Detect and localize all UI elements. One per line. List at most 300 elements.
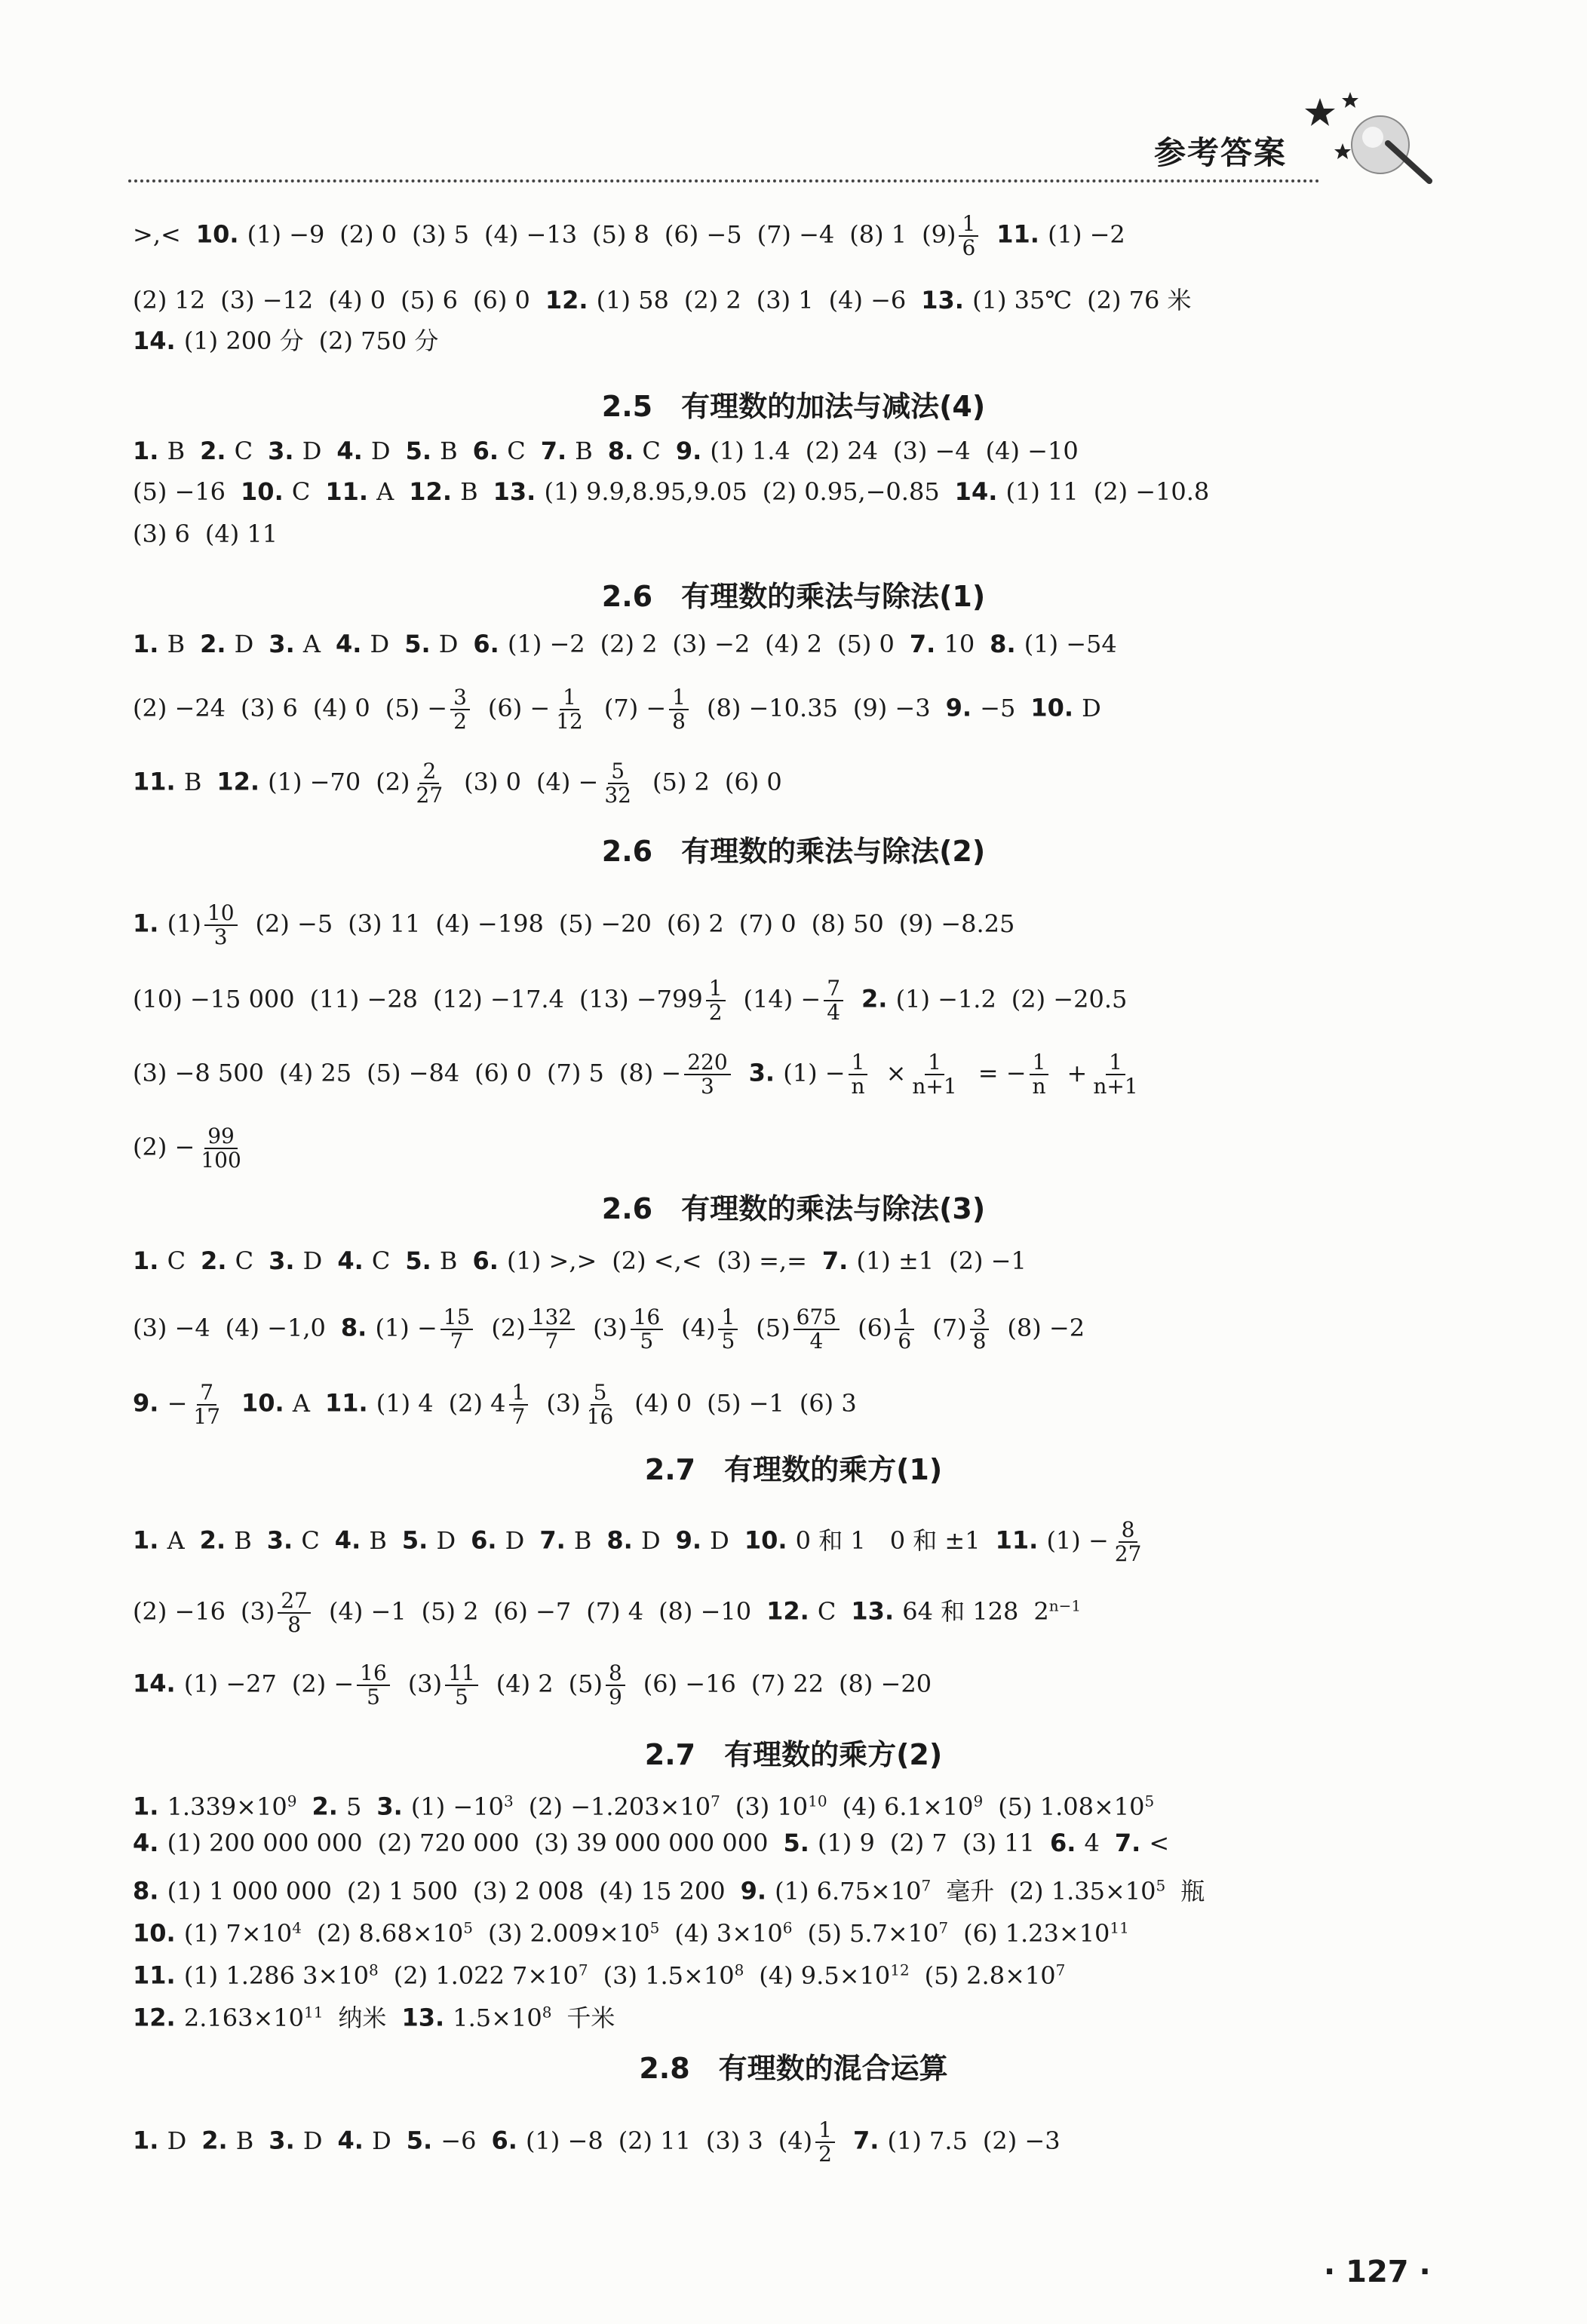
answer-item: (1) 1.286 $3\times 10^8$ [183, 1961, 379, 1990]
answer-item: (3) 3 [705, 2126, 763, 2155]
answer-item: (3) 1 [756, 286, 814, 314]
answer-item: (5) $2.8\times 10^7$ [924, 1961, 1066, 1990]
answer-item: B [167, 437, 186, 465]
answer-line [133, 902, 1436, 949]
answer-item: (6) 0 [472, 286, 530, 314]
answer-item: (4) 15 200 [599, 1876, 726, 1905]
answer-item: 千米 [566, 2003, 615, 2032]
answer-item: (6) −7 [493, 1596, 572, 1626]
answer-item: (4) −13 [484, 219, 578, 249]
answer-item: (7) $\frac{3}{8}$ [932, 1314, 992, 1342]
answer-item: (2) − $\frac{16}{5}$ [292, 1669, 393, 1698]
answer-item: (5) 2 [421, 1596, 479, 1626]
exponent: 5 [463, 1918, 473, 1936]
question-number: 11. [995, 1525, 1047, 1555]
answer-item: (1) −27 [183, 1669, 277, 1698]
answer-line [133, 1955, 1436, 1991]
question-number: 11. [133, 767, 184, 796]
fraction: $\frac{1}{n}$ [849, 1051, 868, 1098]
fraction: $\frac{1}{7}$ [509, 1381, 529, 1428]
answer-item: × $\frac{1}{n+1}$ [886, 1059, 963, 1087]
fraction: $\frac{1}{n+1}$ [1093, 1050, 1138, 1099]
answer-item: C [235, 1246, 254, 1275]
question-number: 6. [1049, 1829, 1085, 1857]
answer-item: (5) $5.7\times 10^7$ [807, 1918, 949, 1948]
answer-item: (3) 11 [348, 909, 421, 938]
answer-item: $2.163\times 10^{11}$ [183, 2003, 324, 2032]
question-number: 10. [133, 1918, 184, 1948]
answer-item: (1) −2 [1048, 219, 1125, 249]
answer-line [133, 1912, 1436, 1948]
section-heading: 2.6 有理数的乘法与除法(2) [601, 835, 986, 868]
answer-item: $(2) -1.203\times 10^7$ [528, 1792, 720, 1821]
question-number: 5. [404, 630, 439, 658]
answer-item: A [376, 477, 394, 506]
exponent: 8 [369, 1961, 379, 1979]
exponent: 6 [782, 1918, 793, 1936]
question-number: 6. [491, 2126, 526, 2155]
question-number: 13. [401, 2003, 453, 2032]
answer-item: (2) 2 [683, 286, 741, 314]
answer-line [133, 326, 1436, 356]
question-number: 8. [340, 1313, 376, 1342]
question-number: 9. [133, 1388, 167, 1418]
answer-item: (2) $\frac{2}{27}$ [376, 768, 449, 796]
question-number: 10. [195, 219, 247, 249]
answer-item: (7) −4 [757, 219, 835, 249]
answer-item: 5 [346, 1792, 362, 1821]
question-number: 12. [545, 286, 597, 314]
answer-item: B [440, 437, 458, 465]
question-number: 1. [133, 437, 167, 465]
answer-item: (3) 2 008 [473, 1876, 585, 1905]
answer-item: (4) −10 [985, 437, 1079, 465]
answer-item: D [370, 630, 390, 658]
question-number: 6. [471, 1525, 505, 1555]
answer-item: (3) $\frac{11}{5}$ [408, 1669, 481, 1698]
answer-item: (3) $2.009\times 10^5$ [487, 1918, 660, 1948]
answer-item: (3) 11 [962, 1829, 1035, 1857]
answer-line [133, 519, 1436, 549]
answer-item: D [438, 630, 459, 658]
exponent: n−1 [1048, 1596, 1082, 1614]
answer-item: + $\frac{1}{n+1}$ [1067, 1059, 1144, 1087]
question-number: 12. [409, 477, 461, 506]
section-heading: 2.7 有理数的乘方(2) [644, 1738, 943, 1771]
question-number: 2. [312, 1792, 346, 1821]
answer-item: (4) 11 [204, 520, 278, 548]
answer-item: (5) − $\frac{3}{2}$ [385, 694, 473, 722]
answer-item: (3) $10^{10}$ [735, 1792, 827, 1821]
answer-item: C [291, 477, 311, 506]
fraction: $\frac{99}{100}$ [201, 1124, 241, 1173]
answer-item: D [302, 1246, 323, 1275]
answer-item: D [505, 1525, 525, 1555]
question-number: 10. [241, 477, 292, 506]
fraction: $\frac{1}{12}$ [556, 685, 583, 734]
answer-item: (5) 2 [652, 767, 710, 796]
fraction: $\frac{1}{2}$ [706, 977, 726, 1024]
fraction: $\frac{5}{16}$ [586, 1380, 614, 1429]
answer-item: 64 和 128 [902, 1596, 1019, 1626]
answer-item: (3) =,= [717, 1246, 807, 1275]
question-number: 7. [539, 1525, 574, 1555]
answer-item: B [235, 2126, 254, 2155]
answer-item: (8) −10 [658, 1596, 752, 1626]
answer-item: D [167, 2126, 187, 2155]
question-number: 1. [133, 2126, 167, 2155]
question-number: 9. [675, 437, 711, 465]
fraction: $\frac{8}{27}$ [1114, 1517, 1142, 1566]
answer-item: D [436, 1525, 456, 1555]
answer-item: (8) −10.35 [706, 693, 838, 722]
section-heading: 2.6 有理数的乘法与除法(3) [601, 1192, 986, 1225]
answer-item: C [507, 437, 526, 465]
answer-item: (3) 6 [241, 693, 298, 722]
answer-item: B [439, 1246, 458, 1275]
answer-item: 瓶 [1180, 1876, 1205, 1905]
answer-item: D [302, 437, 322, 465]
answer-item: (1) 1.4 [710, 437, 790, 465]
answer-item: (1) 9.9,8.95,9.05 [544, 477, 747, 506]
answer-item: (5) −1 [707, 1388, 784, 1418]
answer-line [133, 1997, 1436, 2033]
answer-item: − $\frac{7}{17}$ [167, 1389, 226, 1418]
answer-item: (2) 4 $\frac{1}{7}$ [449, 1389, 532, 1418]
header-divider [128, 179, 1320, 182]
question-number: 3. [268, 437, 302, 465]
answer-item: (7) 0 [738, 909, 797, 938]
exponent: 7 [921, 1876, 932, 1894]
answer-line [133, 1306, 1436, 1353]
fraction: $\frac{220}{3}$ [684, 1051, 730, 1098]
question-number: 4. [336, 437, 371, 465]
answer-item: (2) 76 米 [1087, 286, 1192, 314]
question-number: 3. [269, 2126, 303, 2155]
answer-item: (2) 1 500 [346, 1876, 459, 1905]
fraction: $\frac{7}{4}$ [824, 977, 843, 1024]
answer-item: (5) −16 [133, 477, 226, 506]
answer-item: (1) −2 [507, 630, 585, 658]
answer-item: B [183, 767, 202, 796]
answer-item: (1) −54 [1024, 630, 1117, 658]
answer-item: D [640, 1525, 661, 1555]
answer-item: (4) − $\frac{5}{32}$ [536, 768, 637, 796]
question-number: 3. [376, 1792, 411, 1821]
answer-item: (2) 0.95,−0.85 [762, 477, 940, 506]
answer-item: (6) $\frac{1}{6}$ [858, 1314, 917, 1342]
exponent: 11 [303, 2003, 324, 2021]
fraction: $\frac{5}{32}$ [604, 759, 631, 808]
answer-item: (1) >,> [507, 1246, 597, 1275]
exponent: 5 [1144, 1792, 1155, 1810]
answer-item: (4) −1,0 [225, 1313, 326, 1342]
answer-item: (1) 200 分 [183, 327, 304, 355]
answer-item: D [372, 2126, 391, 2155]
answer-item: (5) 0 [837, 630, 895, 658]
answer-item: (1) −9 [247, 219, 325, 249]
answer-item: A [292, 1388, 310, 1418]
question-number: 8. [990, 630, 1024, 658]
answer-item: B [167, 630, 186, 658]
answer-item: (6) 0 [724, 767, 782, 796]
answer-item: (3) −4 [892, 437, 971, 465]
answer-item: (2) −5 [255, 909, 333, 938]
fraction: $\frac{1}{8}$ [669, 686, 689, 733]
exponent: 4 [292, 1918, 302, 1936]
question-number: 2. [201, 1246, 235, 1275]
fraction: $\frac{7}{17}$ [193, 1380, 221, 1429]
answer-item: C [642, 437, 661, 465]
answer-item: (7) 22 [751, 1669, 824, 1698]
question-number: 1. [133, 1246, 167, 1275]
fraction: $\frac{1}{6}$ [959, 213, 978, 259]
answer-item: (2) −24 [133, 693, 226, 722]
answer-item: (2) 7 [889, 1829, 947, 1857]
answer-item: 毫升 [946, 1876, 995, 1905]
exponent: 5 [1156, 1876, 1166, 1894]
question-number: 9. [675, 1525, 711, 1555]
question-number: 6. [472, 437, 508, 465]
answer-line [133, 1662, 1436, 1709]
answer-item: (12) −17.4 [433, 984, 564, 1013]
fraction: $\frac{1}{2}$ [815, 2119, 835, 2166]
answer-item: (8) 50 [811, 909, 884, 938]
question-number: 4. [334, 1525, 370, 1555]
exponent: 7 [1055, 1961, 1066, 1979]
answer-item: (2) 12 [133, 286, 206, 314]
answer-item: (2) −10.8 [1093, 477, 1210, 506]
question-number: 4. [133, 1829, 167, 1857]
question-number: 11. [133, 1961, 184, 1990]
answer-line [133, 436, 1436, 466]
answer-item: (1) 35℃ [972, 286, 1073, 314]
question-number: 8. [133, 1876, 167, 1905]
answer-item: C [817, 1596, 836, 1626]
fraction: $\frac{15}{7}$ [440, 1306, 474, 1353]
answer-item: (3) −12 [220, 286, 314, 314]
section-heading: 2.7 有理数的乘方(1) [644, 1453, 943, 1486]
answer-item: (6) 0 [474, 1058, 533, 1087]
answer-item: (13) −799 $\frac{1}{2}$ [579, 985, 729, 1013]
section-heading: 2.6 有理数的乘法与除法(1) [601, 580, 986, 613]
answer-item: (1) 58 [596, 286, 669, 314]
star-wand-icon [1297, 90, 1433, 189]
answer-item: D [1082, 693, 1101, 722]
answer-item: −5 [980, 693, 1016, 722]
answer-item: (3) $\frac{16}{5}$ [593, 1314, 666, 1342]
answer-item: (1) 9 [818, 1829, 875, 1857]
question-number: 5. [405, 1246, 440, 1275]
question-number: 8. [607, 437, 643, 465]
answer-item: B [369, 1525, 387, 1555]
question-number: 9. [740, 1876, 775, 1905]
question-number: 14. [954, 477, 1006, 506]
answer-item: (1) 7.5 [887, 2126, 968, 2155]
answer-line [133, 1590, 1436, 1636]
answer-item: D [370, 437, 391, 465]
question-number: 4. [337, 2126, 373, 2155]
answer-item: (5) $1.08\times 10^5$ [998, 1792, 1155, 1821]
answer-item: C [371, 1246, 391, 1275]
answer-line [133, 213, 1436, 259]
answer-line [133, 977, 1436, 1024]
header-title: 参考答案 [1154, 134, 1288, 171]
answer-item: (8) 1 [849, 219, 907, 249]
answer-item: (10) −15 000 [133, 984, 295, 1013]
answer-item: (6) 2 [666, 909, 724, 938]
question-number: 11. [324, 1388, 376, 1418]
question-number: 13. [493, 477, 545, 506]
answer-item: 0 和 1 0 和 ±1 [795, 1525, 981, 1555]
question-number: 12. [216, 767, 269, 796]
answer-item: (1) 1 000 000 [167, 1876, 332, 1905]
fraction: $\frac{3}{2}$ [450, 686, 470, 733]
answer-item: (8) −2 [1007, 1313, 1085, 1342]
fraction: $\frac{27}{8}$ [278, 1590, 311, 1636]
answer-line [133, 1786, 1436, 1822]
question-number: 1. [133, 1525, 167, 1555]
answer-item: 4 [1084, 1829, 1100, 1857]
answer-item: (2) 750 分 [318, 327, 439, 355]
answer-item: (4) 0 [328, 286, 386, 314]
question-number: 5. [783, 1829, 818, 1857]
question-number: 10. [744, 1525, 796, 1555]
answer-item: (2) −16 [133, 1596, 226, 1626]
question-number: 12. [766, 1596, 818, 1626]
answer-item: (3) −8 500 [133, 1058, 264, 1087]
answer-item: B [234, 1525, 252, 1555]
question-number: 2. [201, 2126, 236, 2155]
exponent: 11 [1110, 1918, 1129, 1936]
answer-item: B [573, 1525, 592, 1555]
question-number: 3. [748, 1058, 784, 1087]
answer-item: >,< [133, 219, 181, 249]
question-number: 7. [540, 437, 576, 465]
fraction: $\frac{10}{3}$ [204, 902, 238, 949]
answer-item: B [460, 477, 478, 506]
exponent: 7 [938, 1918, 949, 1936]
answer-item: (1) 4 [376, 1388, 434, 1418]
exponent: 12 [890, 1961, 910, 1979]
answer-line [133, 686, 1436, 733]
answer-item: (1) − $\frac{15}{7}$ [375, 1314, 476, 1342]
question-number: 5. [401, 1525, 437, 1555]
answer-item: (14) − $\frac{7}{4}$ [744, 985, 847, 1013]
answer-item: (4) $3\times 10^6$ [674, 1918, 793, 1948]
answer-item: (1) ±1 [856, 1246, 935, 1275]
answer-item: (2) −3 [982, 2126, 1061, 2155]
answer-item: (4) −198 [435, 909, 544, 938]
answer-item: (3) −2 [672, 630, 751, 658]
answer-item: (2) 720 000 [377, 1829, 520, 1857]
answer-item: (4) 2 [496, 1669, 554, 1698]
question-number: 10. [1030, 693, 1082, 722]
answer-item: (1) − $\frac{8}{27}$ [1046, 1526, 1147, 1555]
question-number: 2. [861, 984, 896, 1013]
answer-item: (3) $\frac{27}{8}$ [241, 1597, 314, 1626]
fraction: $\frac{1}{n+1}$ [912, 1050, 957, 1099]
answer-item: C [234, 437, 253, 465]
question-number: 13. [921, 286, 973, 314]
question-number: 14. [133, 327, 184, 355]
answer-item: (2) <,< [612, 1246, 702, 1275]
exponent: 5 [649, 1918, 660, 1936]
fraction: $\frac{132}{7}$ [529, 1306, 575, 1353]
question-number: 4. [335, 630, 370, 658]
question-number: 2. [200, 437, 235, 465]
answer-item: (2) 1.022 $7\times 10^7$ [393, 1961, 588, 1990]
answer-item: (4) 25 [278, 1058, 352, 1087]
answer-item: (1) 200 000 000 [167, 1829, 363, 1857]
answer-item: (6) $1.23\times 10^{11}$ [963, 1918, 1129, 1948]
answer-item: (4) 2 [765, 630, 823, 658]
answer-item: (3) $\frac{5}{16}$ [546, 1389, 619, 1418]
question-number: 5. [405, 437, 440, 465]
answer-item: (2) 11 [618, 2126, 691, 2155]
answer-item: $1.339\times 10^9$ [167, 1792, 297, 1821]
question-number: 14. [133, 1669, 184, 1698]
answer-item: (5) $\frac{675}{4}$ [756, 1314, 843, 1342]
answer-line [133, 1519, 1436, 1565]
answer-item: (2) 24 [805, 437, 878, 465]
answer-item: A [302, 630, 321, 658]
question-number: 5. [406, 2126, 441, 2155]
answer-item: (2) − $\frac{99}{100}$ [133, 1133, 247, 1161]
section-heading: 2.8 有理数的混合运算 [639, 2052, 948, 2085]
question-number: 6. [472, 1246, 507, 1275]
answer-item: = − $\frac{1}{n}$ [978, 1059, 1052, 1087]
answer-line [133, 1051, 1436, 1098]
question-number: 7. [821, 1246, 857, 1275]
question-number: 2. [199, 1525, 235, 1555]
answer-item: (3) 5 [412, 219, 470, 249]
answer-line [133, 629, 1436, 659]
answer-item: 纳米 [338, 2003, 387, 2032]
answer-line [133, 1870, 1436, 1906]
answer-item: (11) −28 [309, 984, 419, 1013]
exponent: 3 [503, 1792, 514, 1810]
answer-item: (5) 6 [401, 286, 458, 314]
answer-item: (4) −6 [828, 286, 907, 314]
answer-item: (1) −8 [526, 2126, 603, 2155]
answer-line [133, 1246, 1436, 1276]
answer-item: (2) 2 [600, 630, 658, 658]
question-number: 7. [909, 630, 944, 658]
question-number: 3. [269, 1246, 303, 1275]
answer-item: D [234, 630, 254, 658]
question-number: 3. [266, 1525, 302, 1555]
answer-line [133, 477, 1436, 507]
page-number: · 127 · [1324, 2255, 1431, 2289]
question-number: 2. [200, 630, 235, 658]
answer-item: $2^{n-1}$ [1033, 1596, 1082, 1626]
answer-item: (3) 0 [464, 767, 522, 796]
answer-item: (4) $\frac{1}{2}$ [778, 2126, 838, 2155]
answer-item: (3) −4 [133, 1313, 210, 1342]
question-number: 1. [133, 1792, 167, 1821]
answer-item: $(1) -10^3$ [410, 1792, 514, 1821]
fraction: $\frac{675}{4}$ [794, 1306, 840, 1353]
question-number: 3. [269, 630, 303, 658]
answer-item: (4) 0 [312, 693, 370, 722]
fraction: $\frac{1}{n}$ [1030, 1051, 1049, 1098]
answer-item: −6 [440, 2126, 477, 2155]
question-number: 11. [996, 219, 1048, 249]
question-number: 13. [851, 1596, 903, 1626]
answer-item: < [1149, 1829, 1170, 1857]
answer-item: (7) 4 [586, 1596, 644, 1626]
